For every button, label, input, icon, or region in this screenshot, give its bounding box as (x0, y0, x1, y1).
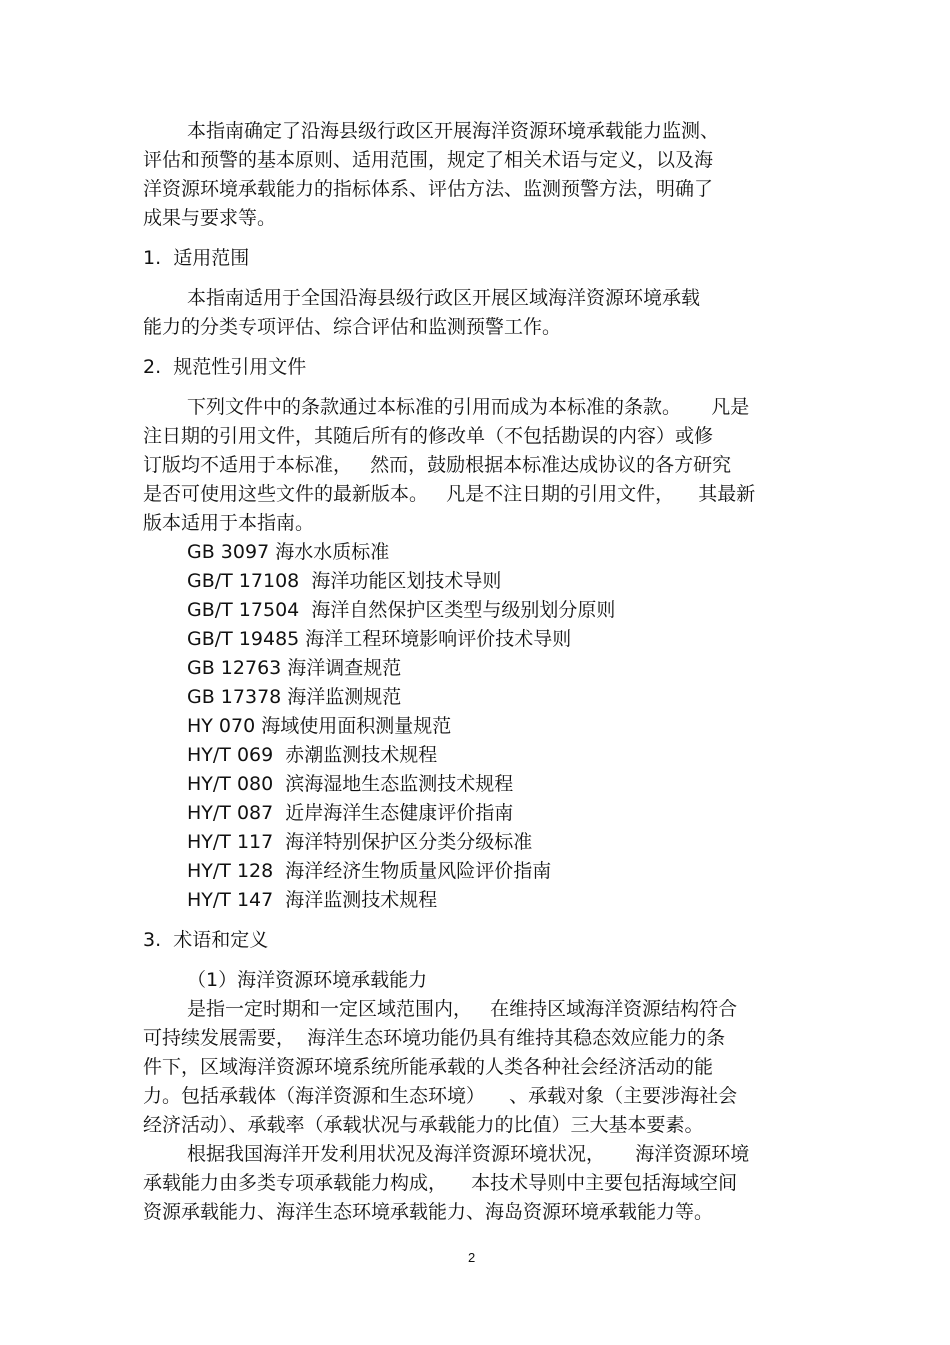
subsection-heading: （1）海洋资源环境承载能力 (187, 969, 428, 991)
section-heading: 3. 术语和定义 (143, 929, 269, 951)
reference-item: GB/T 17108 海洋功能区划技术导则 (187, 570, 502, 592)
intro-line: 本指南确定了沿海县级行政区开展海洋资源环境承载能力监测、 (187, 120, 720, 142)
paragraph-line: 是否可使用这些文件的最新版本。 凡是不注日期的引用文件， 其最新 (143, 483, 756, 505)
paragraph-line: 本指南适用于全国沿海县级行政区开展区域海洋资源环境承载 (187, 287, 701, 309)
paragraph-line: 力。包括承载体（海洋资源和生态环境） 、承载对象（主要涉海社会 (143, 1085, 738, 1107)
paragraph-line: 经济活动）、承载率（承载状况与承载能力的比值）三大基本要素。 (143, 1114, 704, 1136)
paragraph-line: 订版均不适用于本标准， 然而，鼓励根据本标准达成协议的各方研究 (143, 454, 732, 476)
reference-item: HY/T 069 赤潮监测技术规程 (187, 744, 438, 766)
reference-item: HY 070 海域使用面积测量规范 (187, 715, 452, 737)
intro-line: 成果与要求等。 (143, 207, 277, 229)
paragraph-line: 可持续发展需要， 海洋生态环境功能仍具有维持其稳态效应能力的条 (143, 1027, 726, 1049)
paragraph-line: 承载能力由多类专项承载能力构成， 本技术导则中主要包括海域空间 (143, 1172, 738, 1194)
paragraph-line: 注日期的引用文件，其随后所有的修改单（不包括勘误的内容）或修 (143, 425, 714, 447)
reference-item: HY/T 117 海洋特别保护区分类分级标准 (187, 831, 533, 853)
paragraph-line: 能力的分类专项评估、综合评估和监测预警工作。 (143, 316, 562, 338)
paragraph-line: 是指一定时期和一定区域范围内， 在维持区域海洋资源结构符合 (187, 998, 738, 1020)
reference-item: GB/T 19485 海洋工程环境影响评价技术导则 (187, 628, 572, 650)
paragraph-line: 版本适用于本指南。 (143, 512, 315, 534)
reference-item: GB 12763 海洋调查规范 (187, 657, 402, 679)
reference-item: GB 3097 海水水质标准 (187, 541, 390, 563)
reference-item: GB/T 17504 海洋自然保护区类型与级别划分原则 (187, 599, 616, 621)
reference-item: GB 17378 海洋监测规范 (187, 686, 402, 708)
paragraph-line: 根据我国海洋开发利用状况及海洋资源环境状况， 海洋资源环境 (187, 1143, 750, 1165)
intro-line: 评估和预警的基本原则、适用范围，规定了相关术语与定义，以及海 (143, 149, 714, 171)
reference-item: HY/T 128 海洋经济生物质量风险评价指南 (187, 860, 552, 882)
paragraph-line: 资源承载能力、海洋生态环境承载能力、海岛资源环境承载能力等。 (143, 1201, 714, 1223)
section-heading: 1. 适用范围 (143, 247, 250, 269)
paragraph-line: 件下，区域海洋资源环境系统所能承载的人类各种社会经济活动的能 (143, 1056, 714, 1078)
section-heading: 2. 规范性引用文件 (143, 356, 307, 378)
paragraph-line: 下列文件中的条款通过本标准的引用而成为本标准的条款。 凡是 (187, 396, 750, 418)
reference-item: HY/T 087 近岸海洋生态健康评价指南 (187, 802, 514, 824)
page-number: 2 (468, 1250, 476, 1265)
intro-line: 洋资源环境承载能力的指标体系、评估方法、监测预警方法，明确了 (143, 178, 714, 200)
reference-item: HY/T 080 滨海湿地生态监测技术规程 (187, 773, 514, 795)
reference-item: HY/T 147 海洋监测技术规程 (187, 889, 438, 911)
